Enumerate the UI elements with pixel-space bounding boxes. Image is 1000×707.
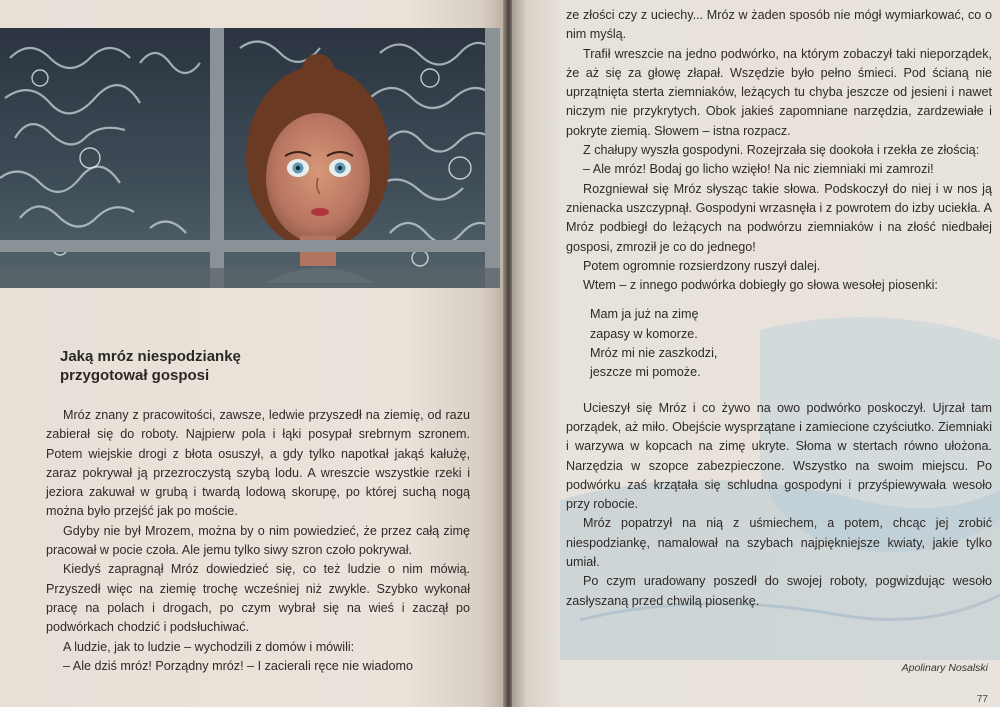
paragraph: Trafił wreszcie na jedno podwórko, na którym zobaczył taki nieporządek, że aż się za głowę złapał. Wszędzie było pełno śmieci. Pod ścianą nie uprzątnięta sterta ziemniaków, leżących tu chyba jeszcze od jesieni i nawet niczym nie przykrytych. Obok jakieś zapomniane narzędzia, zardzewiałe i pokryte ziemią. Słowem – istna rozpacz. (566, 46, 992, 138)
poem-line: jeszcze mi pomoże. (590, 365, 701, 380)
story-title-line-1: Jaką mróz niespodziankę (60, 348, 241, 365)
page-number: 77 (976, 694, 988, 705)
right-text-column (566, 6, 992, 611)
paragraph: Mróz znany z pracowitości, zawsze, ledwie przyszedł na ziemię, od razu zabierał się do roboty. Najpierw pola i łąki posypał srebrnym szronem. Potem wiejskie drogi z błota osuszył, a gdy tylko napotkał jakąś kałużę, zaraz pokrywał ją przezroczystą szybą lodu. A wreszcie wszystkie rzeki i jeziora zakuwał w grubą i twardą lodową skorupę, po której suchą nogą można było przejść jak po moście. (46, 408, 470, 519)
poem-line: zapasy w komorze. (590, 326, 698, 341)
poem-line: Mróz mi nie zaszkodzi, (590, 346, 718, 361)
paragraph: – Ale dziś mróz! Porządny mróz! – I zacierali ręce nie wiadomo (63, 658, 413, 673)
paragraph: Mróz popatrzył na nią z uśmiechem, a potem, chcąc jej zrobić niespodziankę, namalował na szybach najpiękniejsze kwiaty, jakie tylko umiał. (566, 516, 992, 570)
paragraph: – Ale mróz! Bodaj go licho wzięło! Na nic ziemniaki mi zamrozi! (583, 162, 934, 177)
paragraph: Wtem – z innego podwórka dobiegły go słowa wesołej piosenki: (583, 278, 938, 293)
paragraph: Rozgniewał się Mróz słysząc takie słowa. Podskoczył do niej i w nos ją znienacka uszczypnął. Gospodyni wrzasnęła i z powrotem do izby uciekła. A Mróz podbiegł do leżących na podwórzu ziemniaków i na złość niedbałej gosposi, zmroził je co do jednego! (566, 181, 992, 254)
author-signature: Apolinary Nosalski (901, 662, 988, 674)
illustration-girl-at-frosty-window (0, 28, 500, 288)
paragraph: Gdyby nie był Mrozem, można by o nim powiedzieć, że przez całą zimę pracował w pocie czoła. Ale jemu tylko siwy szron czoło pokrywał. (46, 523, 470, 558)
story-title-line-2: przygotował gosposi (60, 367, 210, 384)
paragraph: Po czym uradowany poszedł do swojej roboty, pogwizdując wesoło zasłyszaną przed chwilą piosenkę. (566, 574, 992, 608)
frost-window-drawing (0, 28, 500, 288)
paragraph: ze złości czy z uciechy... Mróz w żaden sposób nie mógł wymiarkować, co o nim myślą. (566, 8, 992, 42)
paragraph: Ucieszył się Mróz i co żywo na owo podwórko poskoczył. Ujrzał tam porządek, aż miło. Obejście wysprzątane i zamiecione czyściutko. Ziemniaki i warzywa w kopcach na zimę ukryte. Słoma w stertach równo ułożona. Narzędzia w szopce zabezpieczone. Wszystko na swoim miejscu. Po podwórku zaś krzątała się schludna gospodyni i przyśpiewywała wesoło przy robocie. (566, 400, 992, 512)
left-text-column (46, 406, 470, 676)
paragraph: Z chałupy wyszła gospodyni. Rozejrzała się dookoła i rzekła ze złością: (583, 143, 980, 158)
paragraph: Kiedyś zapragnął Mróz dowiedzieć się, co też ludzie o nim mówią. Przyszedł więc na ziemię trochę wcześniej niż zwykle. Szybko wykonał pracę na polach i drogach, po czym wybrał się na wieś i zaczął po podwórkach chodzić i podsłuchiwać. (46, 562, 470, 635)
paragraph: Potem ogromnie rozsierdzony ruszył dalej. (583, 258, 821, 273)
poem-line: Mam ja już na zimę (590, 307, 699, 322)
paragraph: A ludzie, jak to ludzie – wychodzili z domów i mówili: (63, 639, 355, 654)
story-title (60, 347, 460, 385)
song-stanza (590, 305, 992, 382)
